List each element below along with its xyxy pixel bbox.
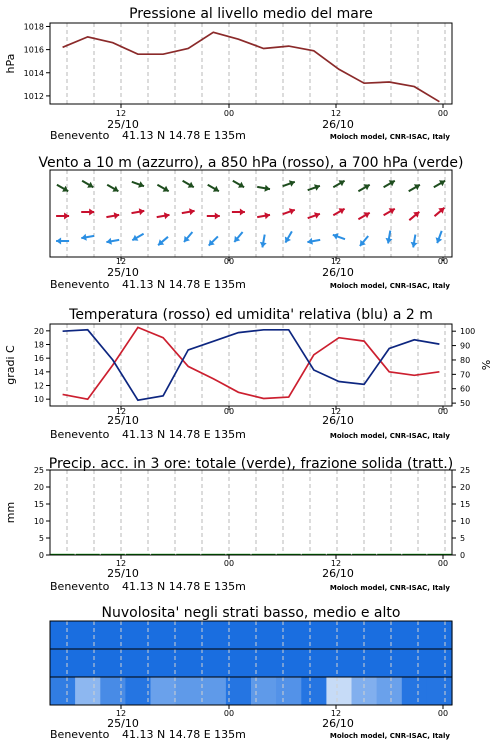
date-label: 26/10 (322, 414, 354, 427)
panel-clouds (50, 605, 453, 741)
plot-frame (50, 470, 452, 555)
panel-title: Pressione al livello medio del mare (129, 6, 373, 22)
y-tick-label-right: 70 (460, 370, 471, 380)
cloud-cell (75, 649, 101, 677)
cloud-cell (402, 677, 428, 705)
date-label: 25/10 (107, 118, 139, 131)
cloud-cell (151, 649, 177, 677)
cloud-cell (201, 649, 227, 677)
cloud-cell (176, 649, 202, 677)
y-tick-label-right: 10 (460, 517, 471, 526)
cloud-cell (201, 677, 227, 705)
y-tick-label: 1012 (23, 91, 44, 101)
wind-arrowhead (240, 209, 245, 216)
y-tick-label: 15 (33, 500, 44, 509)
cloud-cell (377, 621, 403, 649)
y-tick-label-right: 25 (460, 466, 471, 475)
cloud-cell (276, 677, 302, 705)
panel-precip (4, 456, 470, 593)
x-tick-label: 00 (223, 109, 235, 118)
panel-temp-rh (4, 307, 493, 441)
cloud-cell (176, 677, 202, 705)
panel-title: Temperatura (rosso) ed umidita' relativa (blu) a 2 m (69, 307, 433, 323)
cloud-cell (276, 649, 302, 677)
panel-title: Vento a 10 m (azzurro), a 850 hPa (rosso), a 700 hPa (verde) (38, 155, 464, 171)
y-axis-label: % (480, 359, 493, 371)
cloud-cell (125, 621, 151, 649)
plot-frame (50, 23, 452, 104)
cloud-cell (75, 621, 101, 649)
y-tick-label-right: 80 (460, 355, 471, 365)
cloud-cell (326, 677, 352, 705)
cloud-cell (226, 677, 252, 705)
x-tick-label: 00 (223, 559, 235, 568)
plot-frame (50, 324, 452, 406)
y-tick-label: 10 (33, 517, 44, 526)
cloud-cell (50, 621, 76, 649)
cloud-cell (50, 649, 76, 677)
cloud-cell (75, 677, 101, 705)
cloud-cell (201, 621, 227, 649)
cloud-cell (226, 621, 252, 649)
date-label: 26/10 (322, 717, 354, 730)
station-name: Benevento (50, 580, 110, 593)
temperature-line (63, 327, 440, 399)
x-tick-label: 00 (437, 407, 449, 416)
pressure-line (63, 32, 440, 101)
x-tick-label: 12 (115, 109, 127, 118)
x-tick-label: 00 (437, 109, 449, 118)
y-tick-label-right: 100 (460, 327, 476, 337)
x-tick-label: 12 (330, 709, 342, 718)
x-tick-label: 00 (223, 257, 235, 266)
y-axis-label: gradi C (4, 345, 17, 385)
cloud-cell (427, 649, 453, 677)
y-tick-label: 5 (38, 534, 44, 543)
wind-arrowhead (215, 213, 220, 220)
model-credit: Moloch model, CNR-ISAC, Italy (329, 133, 450, 141)
y-axis-label: mm (4, 501, 17, 524)
station-coords: 41.13 N 14.78 E 135m (122, 428, 246, 441)
x-tick-label: 12 (330, 257, 342, 266)
y-tick-label: 10 (33, 395, 44, 405)
x-tick-label: 12 (330, 407, 342, 416)
station-coords: 41.13 N 14.78 E 135m (122, 129, 246, 142)
y-tick-label: 0 (38, 551, 44, 560)
date-label: 25/10 (107, 414, 139, 427)
model-credit: Moloch model, CNR-ISAC, Italy (329, 432, 450, 440)
x-tick-label: 00 (437, 709, 449, 718)
x-tick-label: 12 (115, 407, 127, 416)
date-label: 25/10 (107, 266, 139, 279)
station-name: Benevento (50, 728, 110, 741)
y-tick-label: 14 (33, 367, 44, 377)
x-tick-label: 00 (437, 559, 449, 568)
date-label: 26/10 (322, 266, 354, 279)
x-tick-label: 12 (115, 257, 127, 266)
y-tick-label-right: 0 (460, 551, 466, 560)
cloud-cell (125, 649, 151, 677)
x-tick-label: 00 (437, 257, 449, 266)
station-coords: 41.13 N 14.78 E 135m (122, 278, 246, 291)
x-tick-label: 12 (330, 559, 342, 568)
cloud-cell (301, 677, 327, 705)
y-tick-label: 12 (33, 381, 44, 391)
cloud-cell (377, 649, 403, 677)
y-tick-label-right: 50 (460, 399, 471, 409)
cloud-cell (151, 677, 177, 705)
cloud-cell (100, 677, 126, 705)
y-tick-label-right: 20 (460, 483, 471, 492)
y-tick-label: 20 (33, 326, 44, 336)
cloud-cell (50, 677, 76, 705)
panel-title: Nuvolosita' negli strati basso, medio e alto (101, 605, 401, 621)
x-tick-label: 12 (115, 559, 127, 568)
y-tick-label: 25 (33, 466, 44, 475)
station-name: Benevento (50, 278, 110, 291)
cloud-cell (427, 621, 453, 649)
cloud-cell (402, 621, 428, 649)
y-tick-label-right: 60 (460, 384, 471, 394)
station-coords: 41.13 N 14.78 E 135m (122, 580, 246, 593)
date-label: 26/10 (322, 118, 354, 131)
y-tick-label: 20 (33, 483, 44, 492)
model-credit: Moloch model, CNR-ISAC, Italy (329, 584, 450, 592)
y-tick-label-right: 5 (460, 534, 466, 543)
cloud-cell (100, 649, 126, 677)
wind-arrowhead (89, 209, 94, 216)
cloud-cell (377, 677, 403, 705)
model-credit: Moloch model, CNR-ISAC, Italy (329, 732, 450, 740)
y-tick-label: 18 (33, 340, 44, 350)
date-label: 25/10 (107, 567, 139, 580)
panel-wind (38, 155, 463, 291)
x-tick-label: 00 (223, 709, 235, 718)
cloud-cell (251, 677, 277, 705)
cloud-cell (326, 621, 352, 649)
y-tick-label: 16 (33, 354, 44, 364)
x-tick-label: 00 (223, 407, 235, 416)
y-tick-label: 1018 (23, 22, 44, 32)
cloud-cell (125, 677, 151, 705)
station-coords: 41.13 N 14.78 E 135m (122, 728, 246, 741)
x-tick-label: 12 (330, 109, 342, 118)
y-tick-label-right: 15 (460, 500, 471, 509)
cloud-cell (100, 621, 126, 649)
y-tick-label: 1014 (23, 68, 44, 78)
cloud-cell (251, 621, 277, 649)
y-axis-label: hPa (4, 53, 17, 74)
cloud-cell (301, 621, 327, 649)
cloud-cell (326, 649, 352, 677)
cloud-cell (176, 621, 202, 649)
panel-pressure (4, 6, 452, 142)
y-tick-label: 1016 (23, 45, 44, 55)
wind-arrowhead (56, 238, 61, 245)
cloud-cell (251, 649, 277, 677)
cloud-cell (151, 621, 177, 649)
station-name: Benevento (50, 129, 110, 142)
station-name: Benevento (50, 428, 110, 441)
date-label: 25/10 (107, 717, 139, 730)
model-credit: Moloch model, CNR-ISAC, Italy (329, 282, 450, 290)
cloud-cell (276, 621, 302, 649)
y-tick-label-right: 90 (460, 341, 471, 351)
cloud-cell (402, 649, 428, 677)
cloud-cell (427, 677, 453, 705)
panel-title: Precip. acc. in 3 ore: totale (verde), frazione solida (tratt.) (48, 456, 454, 472)
cloud-cell (226, 649, 252, 677)
x-tick-label: 12 (115, 709, 127, 718)
cloud-cell (301, 649, 327, 677)
date-label: 26/10 (322, 567, 354, 580)
